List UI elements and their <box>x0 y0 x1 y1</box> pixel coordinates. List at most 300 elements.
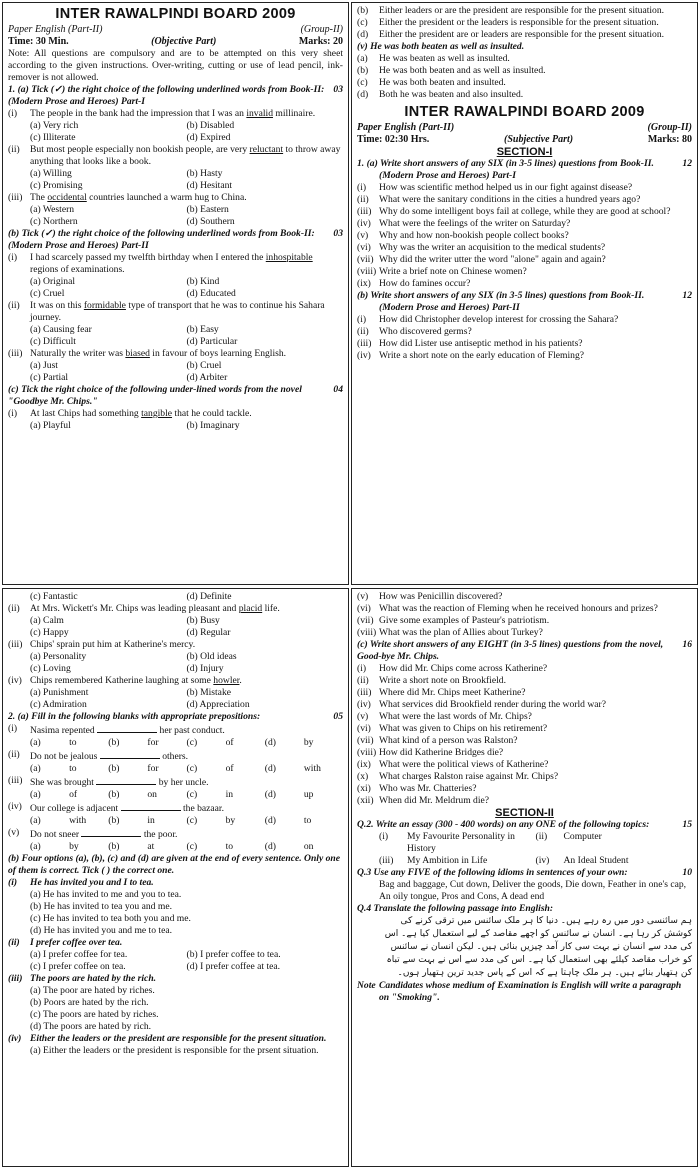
question-number: (c) <box>357 17 368 28</box>
question-text: What were the last words of Mr. Chips? <box>379 711 532 722</box>
question-text: How did Katherine Bridges die? <box>379 747 504 758</box>
option: (d) <box>264 737 276 748</box>
question-number: (i) <box>357 663 367 674</box>
group-label: (Group-II) <box>647 122 692 133</box>
question-number: (v) <box>8 827 20 838</box>
question-heading: (c) Tick the right choice of the following under-lined words from the novel "Goodbye Mr. Chips." 04 <box>8 384 343 407</box>
question-text: Nasima repented her past conduct. <box>30 725 225 736</box>
board-title: INTER RAWALPINDI BOARD 2009 <box>55 6 296 22</box>
question-item <box>357 687 692 699</box>
option: (b) Hasty <box>186 168 223 179</box>
question-number: (iv) <box>357 218 371 229</box>
option-row <box>8 615 343 639</box>
option: (d) <box>264 841 276 852</box>
question-heading: Q.4 Translate the following passage into English: <box>357 903 554 914</box>
question-text: It was on this formidable type of transport that he was to continue his Sahara journey. <box>30 300 325 323</box>
question-text: What were the feelings of the writer on Saturday? <box>379 218 571 229</box>
option: (d) I prefer coffee at tea. <box>186 961 281 972</box>
option: (c) <box>186 841 198 852</box>
question-item <box>357 29 692 41</box>
question-item <box>8 603 343 615</box>
question-heading: Q.2. Write an essay (300 - 400 words) on any ONE of the following topics: 15 <box>357 819 692 830</box>
question-item <box>357 254 692 266</box>
underlined-word: tangible <box>141 408 173 419</box>
option: (c) Northern <box>30 216 78 227</box>
question-number: (b) <box>357 5 369 16</box>
question-item <box>357 242 692 254</box>
objective-part-page-2-and-subjective-start <box>351 2 698 585</box>
question-number: (c) <box>357 77 368 88</box>
blank-question <box>8 801 343 815</box>
question-text: Our college is adjacent the bazaar. <box>30 803 224 814</box>
option: (c) <box>186 789 198 800</box>
option: (a) Western <box>30 204 75 215</box>
question-text: How did Mr. Chips come across Katherine? <box>379 663 548 674</box>
option: (a) Punishment <box>30 687 89 698</box>
option: of <box>69 789 78 800</box>
question-number: (iii) <box>8 775 23 786</box>
question-text: Chips' sprain put him at Katherine's mercy. <box>30 639 196 650</box>
time-label: Time: 30 Min. <box>8 36 69 47</box>
question-item <box>357 53 692 65</box>
question-heading: (b) Write short answers of any SIX (in 3-5 lines) questions from Book-II. 12 <box>357 290 692 301</box>
option: in <box>147 815 155 826</box>
option: (b) <box>108 737 120 748</box>
blank-line <box>96 775 156 785</box>
option: (d) <box>264 815 276 826</box>
question-number: (iv) <box>357 699 371 710</box>
question-text: The poors are hated by the rich. <box>30 973 157 984</box>
question-subheading: (Modern Prose and Heroes) Part-II <box>379 302 520 313</box>
option-row <box>8 120 343 144</box>
question-heading: (c) Write short answers of any EIGHT (in 3-5 lines) questions from the novel, Good-bye Mr. Chips. 16 <box>357 639 692 662</box>
question-text: What was the reaction of Fleming when he received honours and prizes? <box>379 603 658 614</box>
question-item <box>8 973 343 985</box>
question-item <box>357 615 692 627</box>
question-text: Naturally the writer was biased in favour of boys learning English. <box>30 348 287 359</box>
question-number: (i) <box>8 723 18 734</box>
question-item <box>357 603 692 615</box>
option: (d) Educated <box>186 288 236 299</box>
marks-label: Marks: 80 <box>647 134 692 145</box>
option: (a) Calm <box>30 615 64 626</box>
option: (b) He has invited to tea you and me. <box>30 901 172 912</box>
option: to <box>69 763 77 774</box>
question-number: (xii) <box>357 795 374 806</box>
option: (a) Personality <box>30 651 87 662</box>
question-heading: (b) Tick (✓) the right choice of the following underlined words from Book-II: (Modern Prose and Heroes) Part-II 03 <box>8 228 343 251</box>
option-row <box>8 651 343 675</box>
blank-question <box>8 827 343 841</box>
option: on <box>147 789 157 800</box>
option: (c) I prefer coffee on tea. <box>30 961 126 972</box>
question-text: What kind of a person was Ralston? <box>379 735 518 746</box>
option: (d) Particular <box>186 336 238 347</box>
urdu-passage: ہم سائنسی دور میں رہ رہے ہیں۔ دنیا کا ہر ملک سائنس میں ترقی کرنے کی کوشش کر رہا ہے۔ انسان نے سائنس کو اچھے مقاصد کے لیے استعمال کیا ہے۔ اس کی مدد سے انسان نے بہت سی کار آمد چیزیں بنائی ہیں۔ لیکن انسان نے سائنس کو خراب مقاصد کیلئے بھی استعمال کیا ہے۔ اس کی مدد سے اس نے بہت سے تباہ کن ہتھیار بنائے ہیں۔ ہر ملک چاہتا ہے کہ اس کے پاس جدید ترین ہتھیار ہوں۔ <box>384 916 692 978</box>
part-label: (Subjective Part) <box>503 134 574 145</box>
question-text: Either the leaders or the president are responsible for the present situation. <box>30 1033 327 1044</box>
board-title: INTER RAWALPINDI BOARD 2009 <box>404 104 645 120</box>
option: (a) Causing fear <box>30 324 92 335</box>
option-row <box>8 420 343 432</box>
question-item <box>8 300 343 324</box>
question-text: Either leaders or are the president are responsible for the present situation. <box>379 5 665 16</box>
option: (a) <box>30 737 41 748</box>
option: by <box>303 737 314 748</box>
blank-question <box>8 775 343 789</box>
question-number: (iv) <box>8 1033 22 1044</box>
underlined-word: biased <box>125 348 150 359</box>
question-number: (x) <box>357 771 369 782</box>
question-text: Either the president or the leaders is responsible for the present situation. <box>379 17 659 28</box>
option: (d) The poors are hated by rich. <box>30 1021 152 1032</box>
option: (d) Arbiter <box>186 372 228 383</box>
question-text: At Mrs. Wickett's Mr. Chips was leading pleasant and placid life. <box>30 603 280 614</box>
option: (c) The poors are hated by riches. <box>30 1009 159 1020</box>
option: (d) Injury <box>186 663 224 674</box>
option: (a) <box>30 789 41 800</box>
question-number: (d) <box>357 89 369 100</box>
question-number: (ix) <box>357 278 371 289</box>
option-row <box>8 276 343 300</box>
option: (a) <box>30 763 41 774</box>
option-row <box>8 815 343 827</box>
question-number: (iv) <box>357 350 371 361</box>
question-text: How did Lister use antiseptic method in his patients? <box>379 338 583 349</box>
question-number: (iii) <box>357 687 372 698</box>
option-row <box>8 789 343 801</box>
question-number: (ii) <box>8 300 20 311</box>
option: (a) <box>30 815 41 826</box>
option: (c) <box>186 737 198 748</box>
option: (c) Partial <box>30 372 69 383</box>
blank-line <box>100 749 160 759</box>
question-number: (viii) <box>357 627 377 638</box>
question-text: What was the plan of Allies about Turkey? <box>379 627 543 638</box>
question-number: (viii) <box>357 266 377 277</box>
question-text: The people in the bank had the impression that I was an invalid millinaire. <box>30 108 316 119</box>
question-item <box>8 144 343 168</box>
option: (d) Regular <box>186 627 231 638</box>
option: of <box>225 737 234 748</box>
option: (c) <box>186 815 198 826</box>
question-text: He was both beaten and insulted. <box>379 77 506 88</box>
question-number: (iv) <box>8 801 22 812</box>
question-text: How did Christopher develop interest for crossing the Sahara? <box>379 314 619 325</box>
option: (a) Playful <box>30 420 71 431</box>
option: (c) Admiration <box>30 699 87 710</box>
objective-part-page-3 <box>2 588 349 1167</box>
question-text: I had scarcely passed my twelfth birthday when I entered the inhospitable regions of examinations. <box>30 252 313 275</box>
question-item <box>357 783 692 795</box>
question-number: (a) <box>357 53 368 64</box>
question-text: Where did Mr. Chips meet Katherine? <box>379 687 526 698</box>
question-number: (iii) <box>8 192 23 203</box>
question-item <box>357 326 692 338</box>
question-number: (ii) <box>8 937 20 948</box>
question-number: (xi) <box>357 783 371 794</box>
option-row <box>8 360 343 384</box>
option: (b) <box>108 841 120 852</box>
blank-question <box>8 723 343 737</box>
question-subheading: (Modern Prose and Heroes) Part-I <box>379 170 516 181</box>
option: (b) <box>108 763 120 774</box>
option: (c) Loving <box>30 663 71 674</box>
option: at <box>147 841 155 852</box>
option: (a) He has invited to me and you to tea. <box>30 889 182 900</box>
option: with <box>69 815 87 826</box>
question-item <box>357 89 692 101</box>
section-title: SECTION-II <box>495 807 554 819</box>
question-item <box>8 252 343 276</box>
option: (c) Cruel <box>30 288 65 299</box>
question-item <box>357 206 692 218</box>
option-row <box>8 949 343 973</box>
option: (d) Expired <box>186 132 231 143</box>
question-item <box>357 771 692 783</box>
essay-topics: (i) My Favourite Personality in History (ii) Computer (iii) My Ambition in Life (iv) An Ideal Student <box>379 831 629 866</box>
question-item <box>357 711 692 723</box>
question-number: (v) <box>357 230 369 241</box>
option-row <box>8 204 343 228</box>
option: (c) Promising <box>30 180 83 191</box>
question-heading: 1. (a) Write short answers of any SIX (in 3-5 lines) questions from Book-II. 12 <box>357 158 692 169</box>
question-text: What services did Brookfield render during the world war? <box>379 699 606 710</box>
question-number: (viii) <box>357 747 377 758</box>
blank-line <box>97 723 157 733</box>
question-text: Write a short note on the early education of Fleming? <box>379 350 585 361</box>
question-number: (vii) <box>357 735 374 746</box>
question-text: He was both beaten and as well as insulted. <box>379 65 546 76</box>
option: (d) <box>264 763 276 774</box>
question-item <box>8 639 343 651</box>
question-number: (iii) <box>8 348 23 359</box>
question-number: (iv) <box>8 675 22 686</box>
option: (b) <box>108 815 120 826</box>
marks-label: Marks: 20 <box>298 36 343 47</box>
option: (b) Easy <box>186 324 219 335</box>
blank-line <box>121 801 181 811</box>
question-text: How do famines occur? <box>379 278 471 289</box>
option: (d) Appreciation <box>186 699 250 710</box>
option: (b) <box>108 789 120 800</box>
question-text: The occidental countries launched a warm hug to China. <box>30 192 247 203</box>
question-number: (i) <box>8 877 18 888</box>
question-text: Both he was beaten and also insulted. <box>379 89 524 100</box>
question-text: Either the president are or leaders are responsible for the present situation. <box>379 29 665 40</box>
option: (a) Original <box>30 276 76 287</box>
question-item <box>357 278 692 290</box>
question-text: Write a brief note on Chinese women? <box>379 266 527 277</box>
question-item <box>357 699 692 711</box>
option: (d) <box>264 789 276 800</box>
option: (b) Imaginary <box>186 420 240 431</box>
underlined-word: placid <box>238 603 263 614</box>
question-text: When did Mr. Meldrum die? <box>379 795 490 806</box>
question-item <box>357 759 692 771</box>
question-number: (vii) <box>357 254 374 265</box>
question-item <box>357 350 692 362</box>
question-number: (ii) <box>357 194 369 205</box>
question-text: Who discovered germs? <box>379 326 472 337</box>
question-text: How was scientific method helped us in our fight against disease? <box>379 182 633 193</box>
option: (a) Just <box>30 360 58 371</box>
question-text: Why was the writer an acquisition to the medical students? <box>379 242 606 253</box>
option-row <box>8 763 343 775</box>
question-item <box>357 218 692 230</box>
option: (b) Cruel <box>186 360 222 371</box>
question-text: Why and how non-bookish people collect books? <box>379 230 569 241</box>
question-number: (iii) <box>357 338 372 349</box>
question-number: (ii) <box>8 749 20 760</box>
question-number: (v) <box>357 711 369 722</box>
question-item <box>357 17 692 29</box>
option: for <box>147 763 159 774</box>
question-heading: 2. (a) Fill in the following blanks with appropriate prepositions: 05 <box>8 711 343 722</box>
question-item <box>357 65 692 77</box>
group-label: (Group-II) <box>300 24 343 35</box>
question-number: (i) <box>357 314 367 325</box>
question-item <box>357 795 692 807</box>
option: (a) Very rich <box>30 120 79 131</box>
option: (a) I prefer coffee for tea. <box>30 949 128 960</box>
question-item <box>8 108 343 120</box>
question-text: How was Penicillin discovered? <box>379 591 503 602</box>
question-number: (ii) <box>357 326 369 337</box>
option: (a) Willing <box>30 168 72 179</box>
question-text: What was given to Chips on his retirement? <box>379 723 548 734</box>
option-row <box>8 841 343 853</box>
question-item <box>8 675 343 687</box>
part-label: (Objective Part) <box>151 36 217 47</box>
objective-part-page-1 <box>2 2 349 585</box>
option: (c) Difficult <box>30 336 76 347</box>
question-item <box>8 937 343 949</box>
option: (d) Hesitant <box>186 180 233 191</box>
question-heading: Q.3 Use any FIVE of the following idioms in sentences of your own: 10 <box>357 867 692 878</box>
option: (a) <box>30 841 41 852</box>
paper-name: Paper English (Part-II) <box>357 122 455 133</box>
option: (b) Busy <box>186 615 220 626</box>
option: (c) Illiterate <box>30 132 76 143</box>
question-number: (vi) <box>357 723 371 734</box>
underlined-word: howler <box>213 675 240 686</box>
question-number: (d) <box>357 29 369 40</box>
paper-name: Paper English (Part-II) <box>8 24 103 35</box>
option: (b) Poors are hated by the rich. <box>30 997 149 1008</box>
option: by <box>225 815 236 826</box>
question-item <box>357 747 692 759</box>
option: (d) He has invited you and me to tea. <box>30 925 172 936</box>
option: (a) Either the leaders or the president is responsible for the prsent situation. <box>30 1045 319 1056</box>
question-number: (iii) <box>357 206 372 217</box>
question-item <box>357 675 692 687</box>
option: in <box>225 789 234 800</box>
option-row <box>8 687 343 711</box>
question-item <box>357 194 692 206</box>
question-item <box>357 266 692 278</box>
question-text: But most people especially non bookish people, are very reluctant to throw away anything that looks like a book. <box>30 144 341 167</box>
subjective-part-page-2 <box>351 588 698 1167</box>
question-number: (i) <box>8 108 18 119</box>
question-number: (ii) <box>8 144 20 155</box>
question-heading: (v) He was both beaten as well as insulted. <box>357 41 525 52</box>
question-item <box>8 408 343 420</box>
question-text: Do not sneer the poor. <box>30 829 178 840</box>
question-text: Why do some intelligent boys fail at college, while they are good at school? <box>379 206 671 217</box>
question-number: (ii) <box>8 603 20 614</box>
question-item <box>357 314 692 326</box>
question-number: (ix) <box>357 759 371 770</box>
question-text: What were the sanitary conditions in the cities a hundred years ago? <box>379 194 641 205</box>
option-row <box>8 324 343 348</box>
option: (b) I prefer coffee to tea. <box>186 949 281 960</box>
question-text: He was beaten as well as insulted. <box>379 53 510 64</box>
question-item <box>357 182 692 194</box>
question-number: (i) <box>357 182 367 193</box>
question-item <box>8 877 343 889</box>
question-number: (v) <box>357 591 369 602</box>
time-label: Time: 02:30 Hrs. <box>357 134 430 145</box>
question-number: (i) <box>8 408 18 419</box>
question-heading: 1. (a) Tick (✓) the right choice of the following underlined words from Book-II: (Modern Prose and Heroes) Part-I 03 <box>8 84 343 107</box>
option: (c) Happy <box>30 627 69 638</box>
option: to <box>303 815 312 826</box>
question-item <box>357 591 692 603</box>
question-text: Chips remembered Katherine laughing at some howler. <box>30 675 242 686</box>
underlined-word: formidable <box>83 300 126 311</box>
idioms-list: Bag and baggage, Cut down, Deliver the goods, Die down, Feather in one's cap, An oily tongue, Pros and Cons, A dead end <box>379 879 687 902</box>
option: up <box>303 789 314 800</box>
question-number: (iii) <box>8 639 23 650</box>
option: (c) <box>186 763 198 774</box>
underlined-word: reluctant <box>249 144 284 155</box>
section-title: SECTION-I <box>496 146 553 158</box>
option: (b) Kind <box>186 276 220 287</box>
option: (c) He has invited to tea both you and me. <box>30 913 191 924</box>
blank-question <box>8 749 343 763</box>
option: on <box>303 841 314 852</box>
question-item <box>357 627 692 639</box>
question-item <box>357 723 692 735</box>
question-item <box>8 1033 343 1045</box>
question-item <box>357 77 692 89</box>
note: Note Candidates whose medium of Examination is English will write a paragraph on "Smoking". <box>357 980 682 1003</box>
option: to <box>69 737 77 748</box>
option: (b) Mistake <box>186 687 231 698</box>
underlined-word: inhospitable <box>265 252 313 263</box>
instructions-note: Note: All questions are compulsory and are to be attempted on this very sheet according to the given instructions. Over-writing, cutting or use of lead pencil, ink-remover is not allowed. <box>8 48 343 83</box>
question-text: He has invited you and I to tea. <box>30 877 154 888</box>
question-item <box>357 735 692 747</box>
question-text: Write a short note on Brookfield. <box>379 675 506 686</box>
option: of <box>225 763 234 774</box>
option-row <box>8 737 343 749</box>
question-item <box>357 338 692 350</box>
question-item <box>8 348 343 360</box>
question-heading: (b) Four options (a), (b), (c) and (d) are given at the end of every sentence. Only one of them is correct. Tick ( ) the correct one. <box>8 853 341 876</box>
question-item <box>357 230 692 242</box>
question-number: (vii) <box>357 615 374 626</box>
question-item <box>357 5 692 17</box>
option: (b) Old ideas <box>186 651 237 662</box>
option: (b) Disabled <box>186 120 235 131</box>
question-item <box>8 192 343 204</box>
underlined-word: invalid <box>246 108 273 119</box>
question-text: At last Chips had something tangible that he could tackle. <box>30 408 252 419</box>
question-text: What charges Ralston raise against Mr. Chips? <box>379 771 559 782</box>
question-number: (b) <box>357 65 369 76</box>
